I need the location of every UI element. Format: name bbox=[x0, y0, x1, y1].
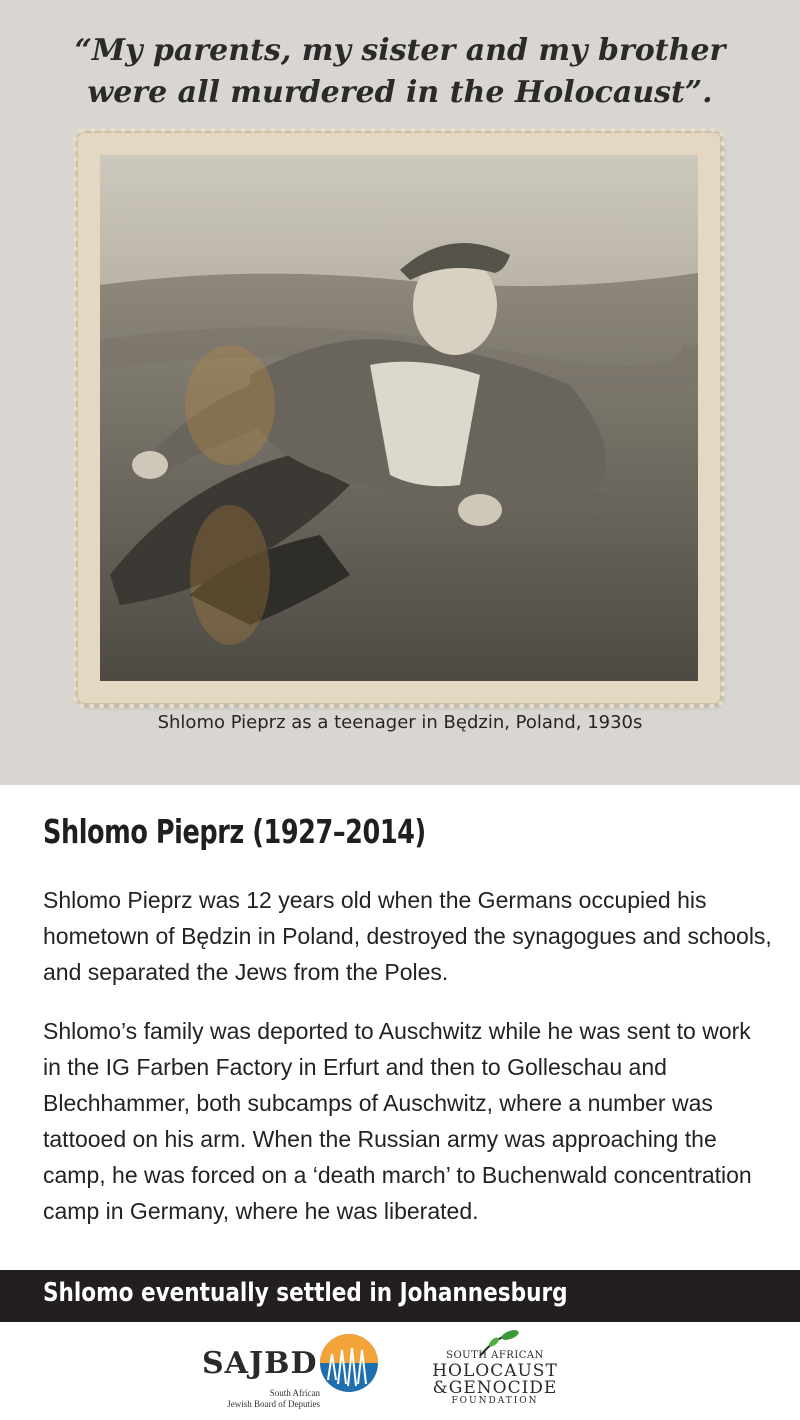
shgf-logo bbox=[430, 1328, 570, 1414]
shgf-line-2: HOLOCAUST bbox=[432, 1361, 558, 1381]
photo-caption: Shlomo Pieprz as a teenager in Będzin, Poland, 1930s bbox=[157, 712, 643, 733]
sajbd-subtitle-line-2: Jewish Board of Deputies bbox=[227, 1399, 320, 1409]
sajbd-logo bbox=[200, 1330, 390, 1410]
biography-paragraph-1: Shlomo Pieprz was 12 years old when the Germans occupied his hometown of Będzin in Poland, destroyed the synagogues and schools, and separated the Jews from the Poles. bbox=[43, 887, 772, 985]
sajbd-subtitle bbox=[200, 1388, 320, 1410]
portrait-illustration bbox=[100, 155, 698, 681]
shgf-line-1: SOUTH AFRICAN bbox=[446, 1350, 544, 1361]
quote-line-1: “My parents, my sister and my brother bbox=[74, 33, 726, 68]
pull-quote bbox=[60, 30, 740, 114]
biography-paragraph-2: Shlomo’s family was deported to Auschwitz while he was sent to work in the IG Farben Factory in Erfurt and then to Golleschau and Blechhammer, both subcamps of Auschwitz, where a number was tattooed on his arm. When the Russian army was approaching the camp, he was forced on a ‘death march’ to Buchenwald concentration camp in Germany, where he was liberated. bbox=[43, 1018, 752, 1224]
portrait-photo bbox=[100, 155, 698, 681]
name-heading: Shlomo Pieprz (1927–2014) bbox=[43, 812, 426, 851]
shgf-line-3: &GENOCIDE bbox=[432, 1378, 558, 1398]
shgf-line-4: FOUNDATION bbox=[451, 1396, 539, 1406]
quote-line-2: were all murdered in the Holocaust”. bbox=[87, 75, 713, 110]
sajbd-subtitle-line-1: South African bbox=[269, 1388, 320, 1398]
sajbd-emblem-icon bbox=[318, 1332, 380, 1394]
closing-banner bbox=[0, 1270, 800, 1322]
photo-frame bbox=[78, 133, 720, 703]
sajbd-wordmark: SAJBD bbox=[202, 1346, 318, 1381]
banner-text: Shlomo eventually settled in Johannesburg bbox=[43, 1278, 568, 1308]
